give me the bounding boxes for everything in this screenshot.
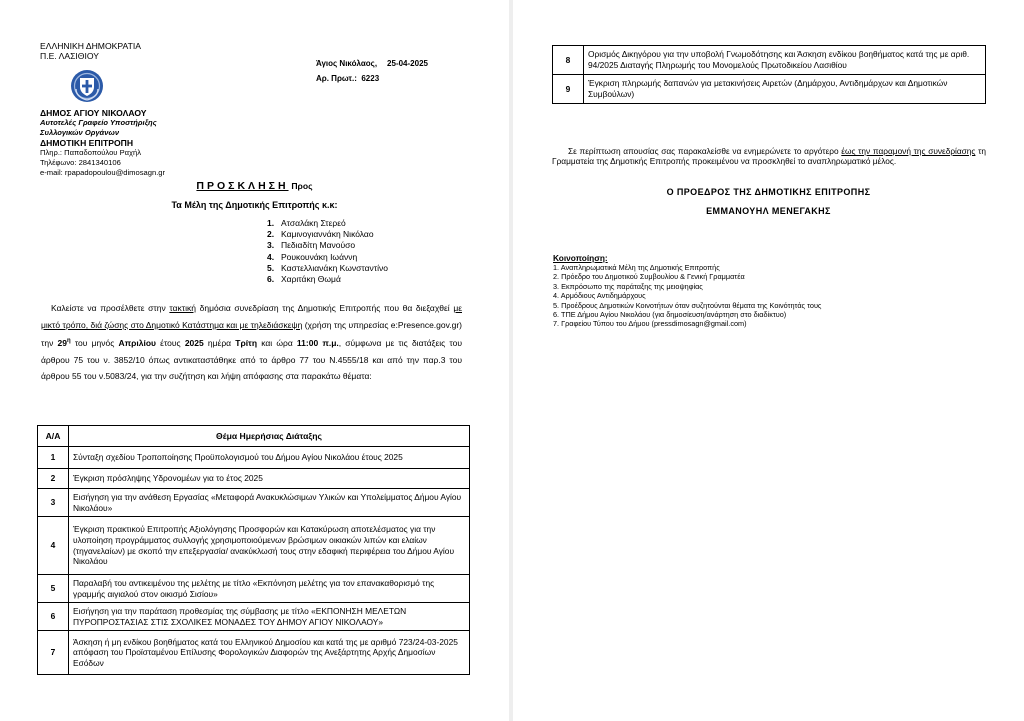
cc-heading: Κοινοποίηση: xyxy=(553,253,608,263)
agenda-row xyxy=(38,469,470,489)
agenda-row xyxy=(553,75,986,104)
member-item: 2. Καμινογιαννάκη Νικόλαο xyxy=(267,229,374,240)
agenda-row xyxy=(38,575,470,603)
session-weekday: Τρίτη xyxy=(235,338,258,349)
cc-item: 5. Προέδρους Δημοτικών Κοινοτήτων όταν συζητούνται θέματα της Κοινότητάς τους xyxy=(553,300,822,310)
members-list xyxy=(267,218,388,285)
letterhead xyxy=(40,41,165,178)
agenda-item-text: Άσκηση ή μη ενδίκου βοηθήματος κατά του Ελληνικού Δημοσίου και κατά της με αριθμό 723/24-03-2025 απόφαση του Προϊσταμένου Επίλυσης Φορολογικών Διαφορών της Ανεξάρτητης Αρχής Δημοσίων Εσόδων xyxy=(69,631,470,675)
president-role: Ο ΠΡΟΕΔΡΟΣ ΤΗΣ ΔΗΜΟΤΙΚΗΣ ΕΠΙΤΡΟΠΗΣ xyxy=(666,187,871,197)
agenda-row xyxy=(38,489,470,517)
agenda-item-number: 8 xyxy=(553,46,584,75)
letterhead-country: ΕΛΛΗΝΙΚΗ ΔΗΜΟΚΡΑΤΙΑ xyxy=(40,41,141,51)
invitation-to: Προς xyxy=(291,181,313,191)
agenda-item-number: 3 xyxy=(38,489,69,517)
agenda-col-number: Α/Α xyxy=(38,426,69,447)
agenda-item-number: 4 xyxy=(38,517,69,575)
cc-item: 6. ΤΠΕ Δήμου Αγίου Νικολάου (για δημοσίευση/ανάρτηση στο διαδίκτυο) xyxy=(553,310,787,320)
agenda-item-text: Εισήγηση για την παράταση προθεσμίας της σύμβασης με τίτλο «ΕΚΠΟΝΗΣΗ ΜΕΛΕΤΩΝ ΠΥΡΟΠΡΟΣΤΑΣΙΑΣ ΣΤΙΣ ΣΧΟΛΙΚΕΣ ΜΟΝΑΔΕΣ ΤΟΥ ΔΗΜΟΥ ΑΓΙΟΥ ΝΙΚΟΛΑΟΥ» xyxy=(69,603,470,631)
member-item: 4. Ρουκουνάκη Ιωάννη xyxy=(267,251,358,262)
letterhead-committee: ΔΗΜΟΤΙΚΗ ΕΠΙΤΡΟΠΗ xyxy=(40,137,134,148)
session-day: 29 xyxy=(57,338,67,349)
absence-notice: Σε περίπτωση απουσίας σας παρακαλείσθε να ενημερώνετε το αργότερο έως την παραμονή της συνεδρίασης τη Γραμματεία της Δημοτικής Επιτροπής προκειμένου να προσκληθεί το αναπληρωματικό μέλος. xyxy=(552,146,986,167)
cc-item: 7. Γραφείου Τύπου του Δήμου (pressdimosagn@gmail.com) xyxy=(553,319,747,329)
member-item: 5. Καστελλιανάκη Κωνσταντίνο xyxy=(267,262,389,273)
agenda-row xyxy=(553,46,986,75)
place-date-label: Άγιος Νικόλαος, xyxy=(316,59,378,68)
member-item: 6. Χαριτάκη Θωμά xyxy=(267,274,341,285)
agenda-row xyxy=(38,631,470,675)
session-mode: με μικτό τρόπο, διά ζώσης στο Δημοτικό Κατάστημα και με τηλεδιάσκεψη xyxy=(41,303,462,330)
agenda-table xyxy=(37,425,470,675)
letterhead-region: Π.Ε. ΛΑΣΙΘΙΟΥ xyxy=(40,51,100,62)
session-time: 11:00 π.μ. xyxy=(296,338,339,349)
agenda-item-text: Ορισμός Δικηγόρου για την υποβολή Γνωμοδότησης και Άσκηση ενδίκου βοηθήματος κατά της με αριθ. 94/2025 Διαταγής Πληρωμής του Μονομελούς Πρωτοδικείου Λασιθίου xyxy=(584,46,986,75)
protocol-label: Αρ. Πρωτ.: xyxy=(316,74,357,83)
letterhead-email: e-mail: rpapadopoulou@dimosagn.gr xyxy=(40,168,166,178)
agenda-item-text: Έγκριση πρόσληψης Υδρονομέων για το έτος 2025 xyxy=(69,469,470,489)
greek-emblem-icon xyxy=(70,69,104,103)
cc-item: 3. Εκπρόσωπο της παράταξης της μειοψηφίας xyxy=(553,281,703,291)
agenda-item-number: 6 xyxy=(38,603,69,631)
letterhead-contact-person: Πληρ.: Παπαδοπούλου Ραχήλ xyxy=(40,148,142,158)
invitation-body: Καλείστε να προσέλθετε στην τακτική δημόσια συνεδρίαση της Δημοτικής Επιτροπής που θα διεξαχθεί με μικτό τρόπο, διά ζώσης στο Δημοτικό Κατάστημα και με τηλεδιάσκεψη (χρήση της υπηρεσίας e:Presence.gov.gr) την $29^\eta$ του μηνός Απριλίου έτους 2025 ημέρα Τρίτη και ώρα 11:00 π.μ., σύμφωνα με τις διατάξεις του άρθρου 75 του ν. 3852/10 όπως αντικαταστάθηκε από το άρθρο 77 του Ν.4555/18 και από την παρ.3 του άρθρου 55 του ν.5083/24, για την συζήτηση και λήψη απόφασης στα παρακάτω θέματα: xyxy=(41,303,462,382)
agenda-col-title: Θέμα Ημερήσιας Διάταξης xyxy=(69,426,470,447)
invitation-title xyxy=(0,180,509,192)
signature-block xyxy=(513,183,1024,221)
member-item: 1. Ατσαλάκη Στερεό xyxy=(267,218,346,228)
agenda-item-text: Εισήγηση για την ανάθεση Εργασίας «Μεταφορά Ανακυκλώσιμων Υλικών και Υπολείμματος Δήμου Αγίου Νικολάου» xyxy=(69,489,470,517)
letterhead-municipality: ΔΗΜΟΣ ΑΓΙΟΥ ΝΙΚΟΛΑΟΥ xyxy=(40,107,147,118)
document-date: 25-04-2025 xyxy=(387,59,428,68)
recipients-heading: Τα Μέλη της Δημοτικής Επιτροπής κ.κ: xyxy=(171,200,338,210)
document-page-2 xyxy=(513,0,1024,721)
letterhead-office-2: Συλλογικών Οργάνων xyxy=(40,127,120,137)
agenda-item-text: Σύνταξη σχεδίου Τροποποίησης Προϋπολογισμού του Δήμου Αγίου Νικολάου έτους 2025 xyxy=(69,447,470,469)
document-page-1 xyxy=(0,0,509,721)
agenda-header-row xyxy=(38,426,470,447)
session-type: τακτική xyxy=(169,303,196,313)
cc-item: 1. Αναπληρωματικά Μέλη της Δημοτικής Επιτροπής xyxy=(553,263,720,272)
agenda-table-continued xyxy=(552,45,986,104)
agenda-item-number: 9 xyxy=(553,75,584,104)
cc-item: 4. Αρμόδιους Αντιδημάρχους xyxy=(553,291,646,301)
agenda-item-text: Έγκριση πληρωμής δαπανών για μετακινήσεις Αιρετών (Δημάρχου, Αντιδημάρχων και Δημοτικών Συμβούλων) xyxy=(584,75,986,104)
letterhead-office: Αυτοτελές Γραφείο Υποστήριξης xyxy=(40,117,157,127)
agenda-item-text: Παραλαβή του αντικειμένου της μελέτης με τίτλο «Εκπόνηση μελέτης για τον επανακαθορισμό της γραμμής αιγιαλού στον οικισμό Σισίου» xyxy=(69,575,470,603)
agenda-item-number: 1 xyxy=(38,447,69,469)
agenda-item-number: 2 xyxy=(38,469,69,489)
president-name: ΕΜΜΑΝΟΥΗΛ ΜΕΝΕΓΑΚΗΣ xyxy=(706,206,831,216)
member-item: 3. Πεδιαδίτη Μανούσο xyxy=(267,240,356,251)
agenda-row xyxy=(38,517,470,575)
session-month: Απριλίου xyxy=(118,338,156,349)
cc-list xyxy=(553,263,821,329)
agenda-row xyxy=(38,603,470,631)
agenda-item-text: Έγκριση πρακτικού Επιτροπής Αξιολόγησης Προσφορών και Κατακύρωση αποτελέσματος για την υλοποίηση προγράμματος συλλογής χρησιμοποιούμενων βρώσιμων οικιακών λιπών και ελαίων (τηγανελαίων) με σκοπό την επεξεργασία/ ανακύκλωσή τους στην εδαφική περιφέρεια του Δήμου Αγίου Νικολάου xyxy=(69,517,470,575)
absence-deadline: έως την παραμονή της συνεδρίασης xyxy=(841,146,976,156)
protocol-number: 6223 xyxy=(361,74,380,83)
session-year: 2025 xyxy=(184,338,204,349)
letterhead-phone: Τηλέφωνο: 2841340106 xyxy=(40,158,121,168)
agenda-item-number: 7 xyxy=(38,631,69,675)
agenda-row xyxy=(38,447,470,469)
cc-item: 2. Πρόεδρο του Δημοτικού Συμβουλίου & Γενική Γραμματέα xyxy=(553,272,745,282)
agenda-item-number: 5 xyxy=(38,575,69,603)
invitation-heading: ΠΡΟΣΚΛΗΣΗ xyxy=(196,180,289,192)
date-and-protocol xyxy=(316,56,428,86)
